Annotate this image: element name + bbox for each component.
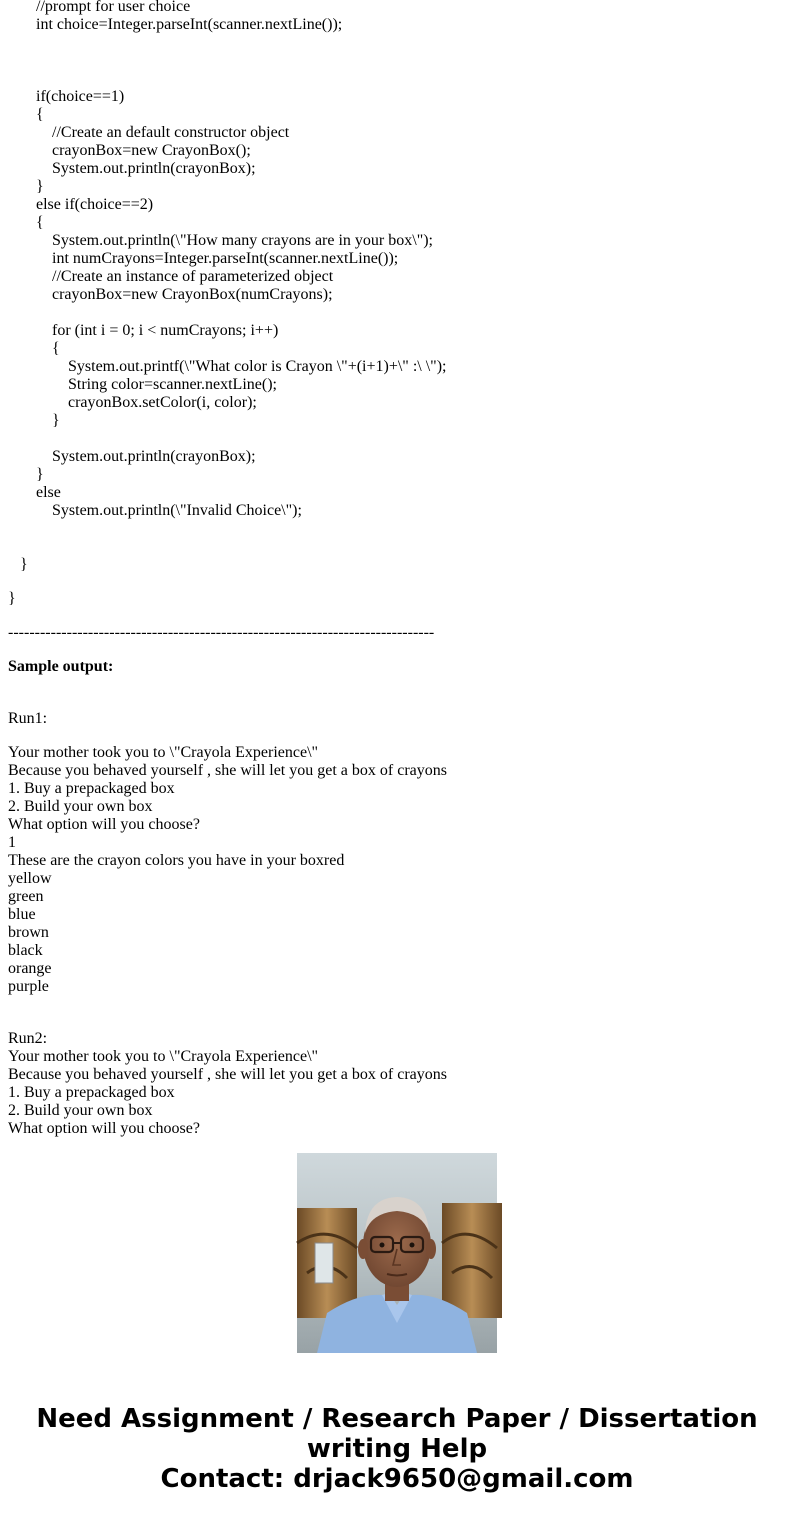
code-line: System.out.println(crayonBox); [52, 448, 256, 465]
output-line: Because you behaved yourself , she will let you get a box of crayons [8, 762, 447, 779]
code-line: crayonBox.setColor(i, color); [68, 394, 257, 411]
output-line: yellow [8, 870, 52, 887]
output-line: orange [8, 960, 52, 977]
code-line: else [36, 484, 61, 501]
code-line: else if(choice==2) [36, 196, 154, 213]
output-line: green [8, 888, 44, 905]
code-line: { [36, 106, 44, 123]
sample-output-heading: Sample output: [8, 658, 114, 675]
code-line: if(choice==1) [36, 88, 125, 105]
output-line: 1. Buy a prepackaged box [8, 780, 175, 797]
code-line: System.out.println(\"Invalid Choice\"); [52, 502, 302, 519]
promo-line-2: writing Help [306, 1434, 488, 1464]
code-line: String color=scanner.nextLine(); [68, 376, 277, 393]
code-line: crayonBox=new CrayonBox(); [52, 142, 251, 159]
code-line: crayonBox=new CrayonBox(numCrayons); [52, 286, 333, 303]
output-line: blue [8, 906, 36, 923]
output-line: These are the crayon colors you have in your boxred [8, 852, 345, 869]
run2-label: Run2: [8, 1030, 48, 1047]
output-line: What option will you choose? [8, 1120, 200, 1137]
code-line: { [52, 340, 60, 357]
code-line: System.out.println(\"How many crayons are in your box\"); [52, 232, 433, 249]
code-line: //Create an default constructor object [52, 124, 290, 141]
output-line: Because you behaved yourself , she will let you get a box of crayons [8, 1066, 447, 1083]
dashed-divider: -------------------------------------------------------------------------------- [8, 624, 435, 641]
code-line: System.out.println(crayonBox); [52, 160, 256, 177]
code-line: } [20, 556, 28, 573]
output-line: 1 [8, 834, 16, 851]
output-line: 1. Buy a prepackaged box [8, 1084, 175, 1101]
output-line: Your mother took you to \"Crayola Experience\" [8, 1048, 319, 1065]
code-line: //Create an instance of parameterized object [52, 268, 334, 285]
code-line: int choice=Integer.parseInt(scanner.nextLine()); [36, 16, 343, 33]
output-line: brown [8, 924, 49, 941]
code-line: //prompt for user choice [36, 0, 191, 15]
output-line: 2. Build your own box [8, 1102, 153, 1119]
output-line: 2. Build your own box [8, 798, 153, 815]
code-line: } [8, 590, 16, 607]
author-photo [297, 1153, 497, 1353]
code-line: } [52, 412, 60, 429]
output-line: What option will you choose? [8, 816, 200, 833]
code-line: } [36, 466, 44, 483]
code-line: } [36, 178, 44, 195]
code-line: { [36, 214, 44, 231]
output-line: purple [8, 978, 49, 995]
code-line: int numCrayons=Integer.parseInt(scanner.nextLine()); [52, 250, 399, 267]
code-line: System.out.printf(\"What color is Crayon \"+(i+1)+\" :\ \"); [68, 358, 447, 375]
promo-line-1: Need Assignment / Research Paper / Dissertation [36, 1404, 758, 1434]
code-line: for (int i = 0; i < numCrayons; i++) [52, 322, 279, 339]
output-line: Your mother took you to \"Crayola Experience\" [8, 744, 319, 761]
run1-label: Run1: [8, 710, 48, 727]
promo-contact: Contact: drjack9650@gmail.com [160, 1464, 634, 1494]
output-line: black [8, 942, 43, 959]
